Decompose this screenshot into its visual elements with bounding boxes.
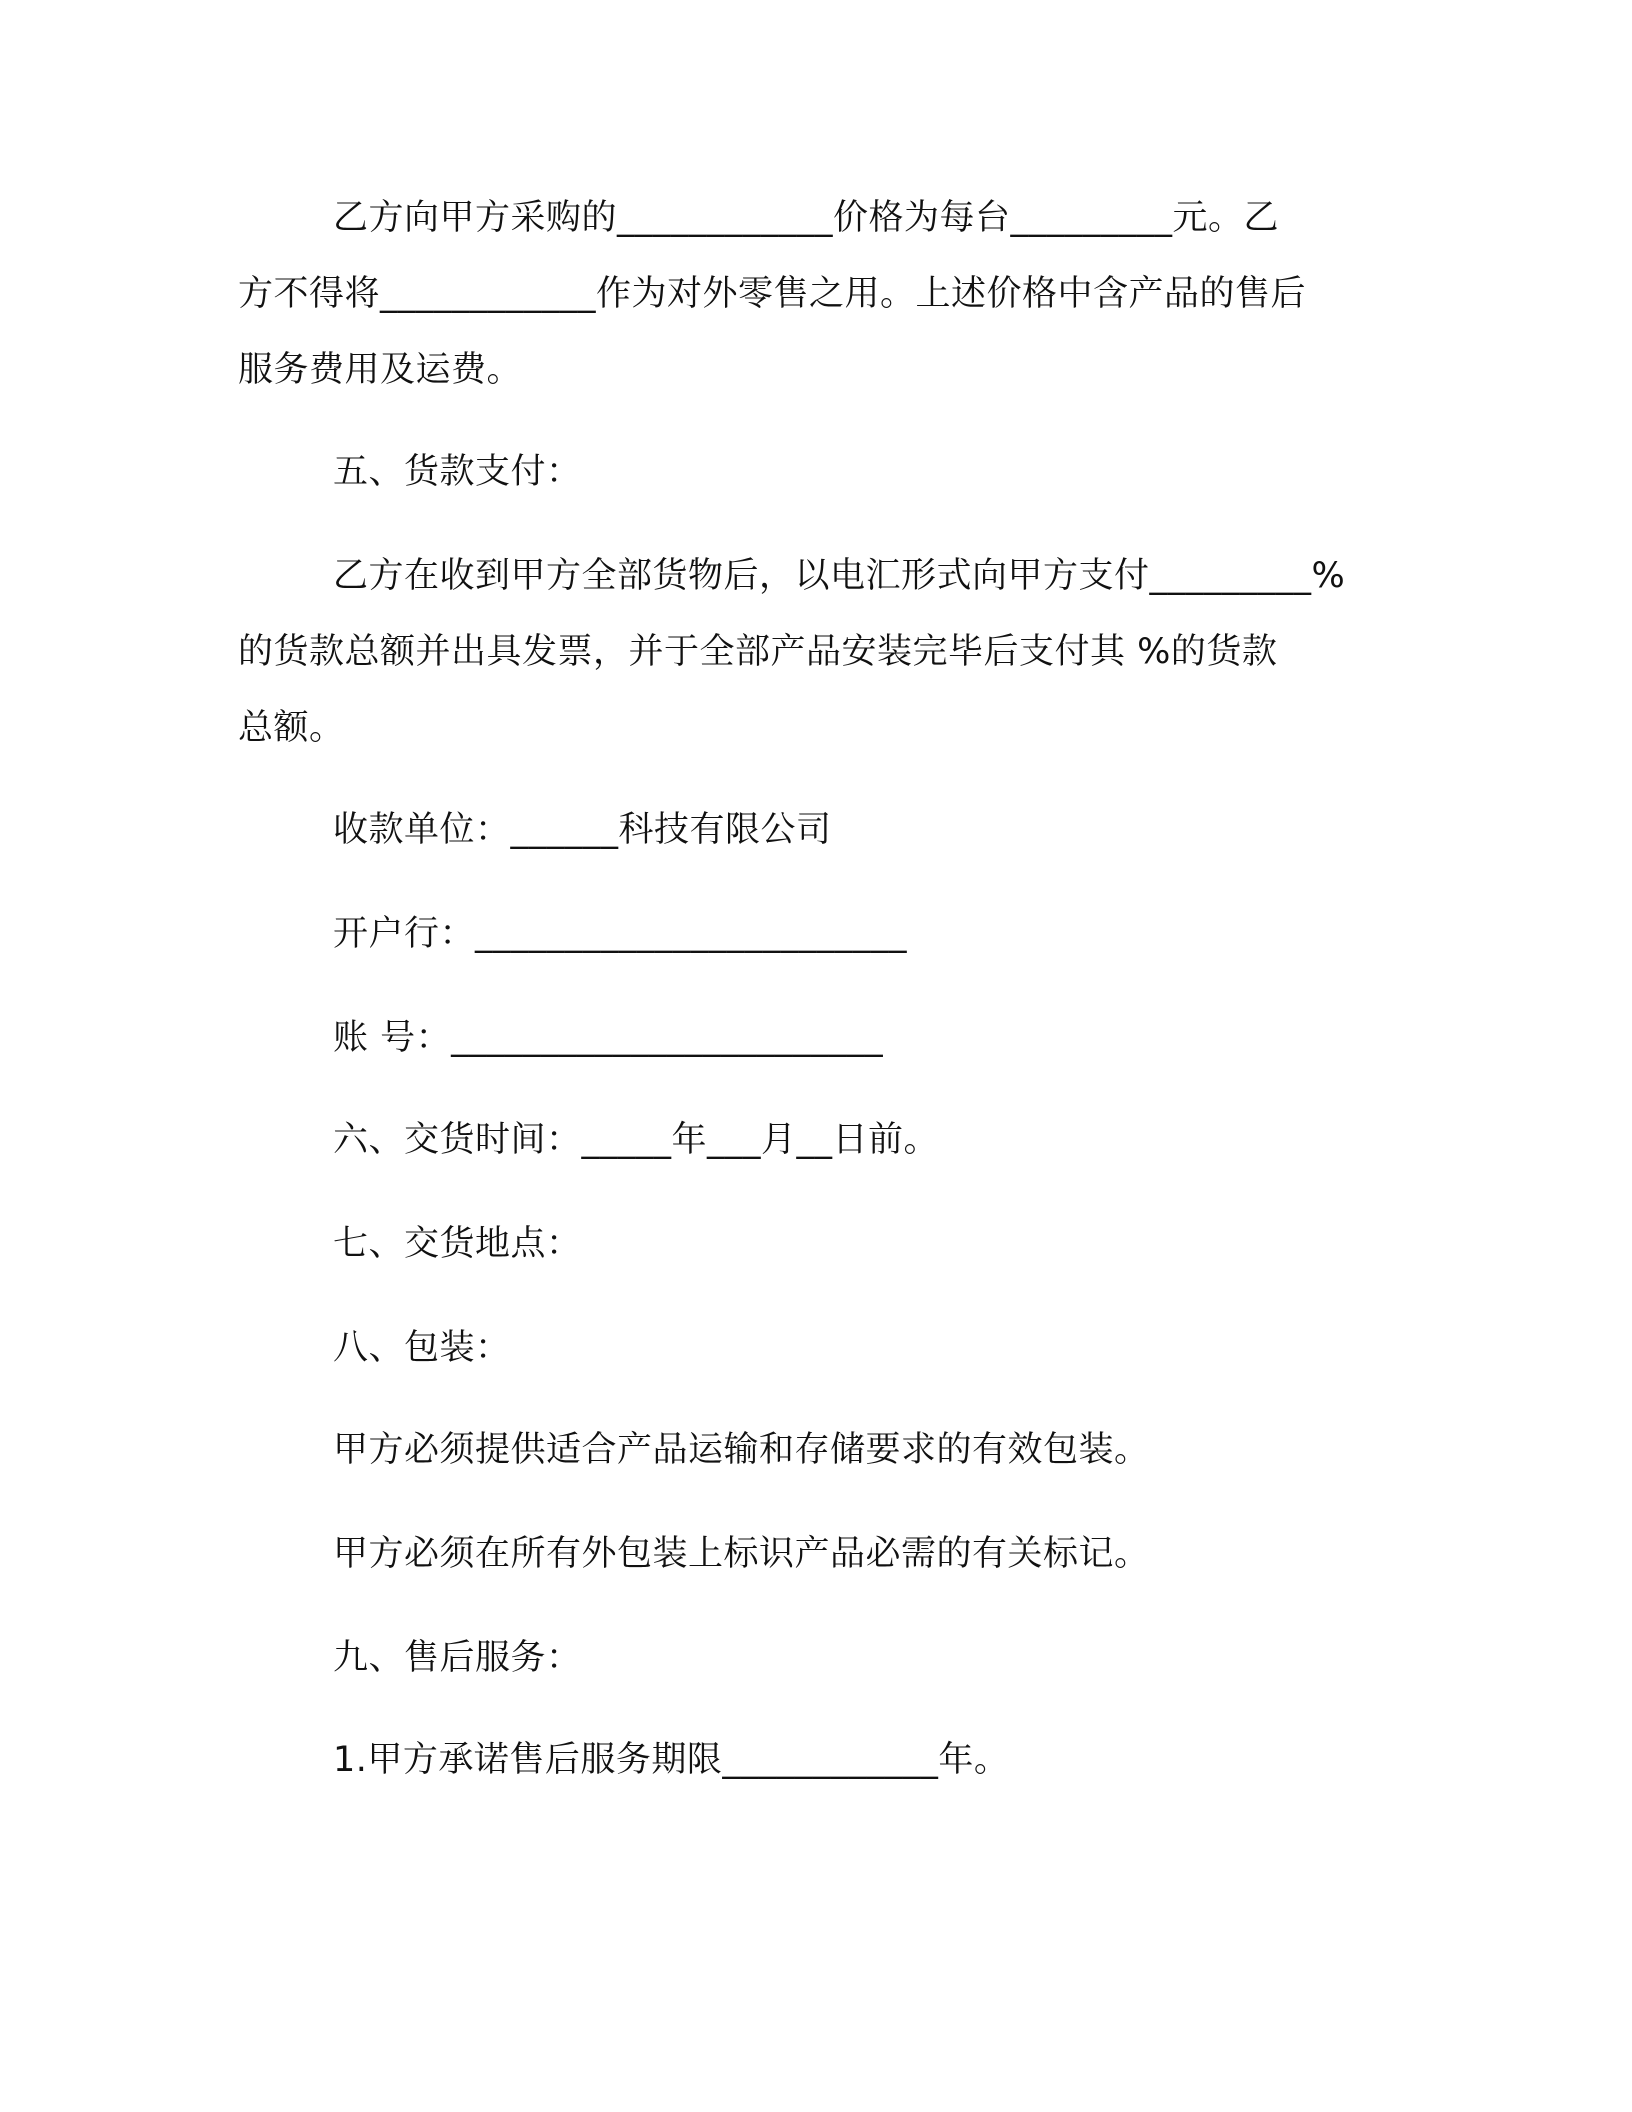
payee-line: 收款单位：______科技有限公司: [333, 810, 832, 850]
section-payment-heading: 五、货款支付：: [333, 452, 582, 492]
price-clause-line-2: 方不得将____________作为对外零售之用。上述价格中含产品的售后: [238, 274, 1307, 314]
payment-clause-line-2: 的货款总额并出具发票，并于全部产品安装完毕后支付其 %的货款: [238, 632, 1278, 672]
price-clause-line-1: 乙方向甲方采购的____________价格为每台_________元。乙: [333, 198, 1280, 238]
section-delivery-place: 七、交货地点：: [333, 1224, 582, 1264]
bank-line: 开户行：________________________: [333, 914, 908, 954]
after-sales-clause-1: 1.甲方承诺售后服务期限____________年。: [333, 1740, 1010, 1780]
section-after-sales: 九、售后服务：: [333, 1638, 582, 1678]
section-delivery-time: 六、交货时间：_____年___月__日前。: [333, 1120, 940, 1160]
packaging-clause-2: 甲方必须在所有外包装上标识产品必需的有关标记。: [333, 1534, 1150, 1574]
section-packaging: 八、包装：: [333, 1328, 511, 1368]
price-clause-line-3: 服务费用及运费。: [238, 350, 523, 390]
payment-clause-line-1: 乙方在收到甲方全部货物后，以电汇形式向甲方支付_________%: [333, 556, 1346, 596]
payment-clause-line-3: 总额。: [238, 708, 345, 748]
packaging-clause-1: 甲方必须提供适合产品运输和存储要求的有效包装。: [333, 1430, 1150, 1470]
account-line: 账 号：________________________: [333, 1018, 884, 1058]
